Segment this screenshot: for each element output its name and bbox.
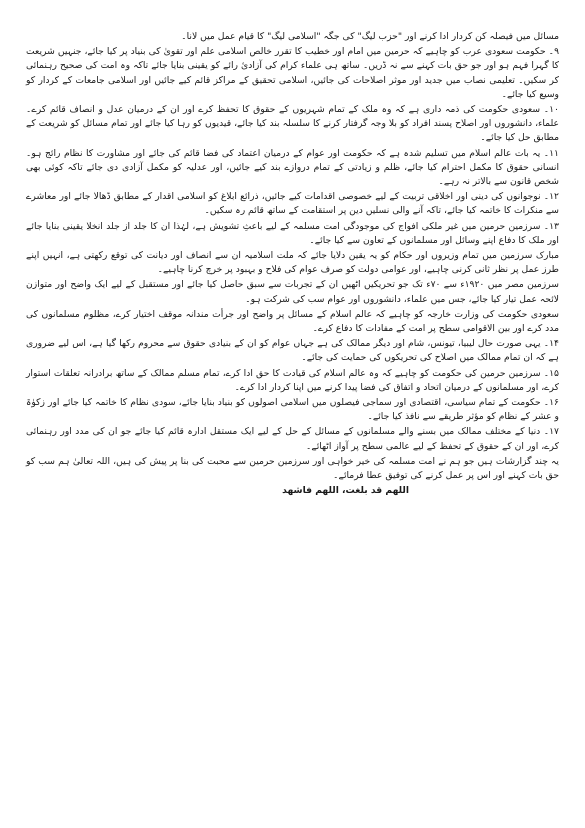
paragraph: ۱۴۔ یہی صورت حال لیبیا، تیونس، شام اور دیگر ممالک کی ہے جہاں عوام کو ان کے بنیادی حقوق سے محروم رکھا گیا ہے، اس لیے ضروری ہے کہ ان تمام ممالک میں اصلاح کی تحریکوں کی حمایت کی جائے۔ bbox=[26, 338, 559, 364]
paragraph: مبارک سرزمین میں تمام وزیروں اور حکام کو یہ یقین دلایا جائے کہ ملت اسلامیہ ان سے انصاف اور دیانت کی توقع رکھتی ہے، انہیں اپنے طرز عمل پر نظر ثانی کرنی چاہیے، اور عوامی دولت کو صرف عوام کی فلاح و بہبود پر خرچ کرنا چاہیے۔ bbox=[26, 250, 559, 276]
paragraph: ۱۰۔ سعودی حکومت کی ذمہ داری ہے کہ وہ ملک کے تمام شہریوں کے حقوق کا تحفظ کرے اور ان کے درمیان عدل و انصاف قائم کرے۔ علماء، دانشوروں اور اصلاح پسند افراد کو بلا وجہ گرفتار کرنے کا سلسلہ بند کیا جائے، قیدیوں کو رہا کیا جائے اور تمام مسائل کو شریعت کے مطابق حل کیا جائے۔ bbox=[26, 104, 559, 144]
paragraph: سرزمین مصر میں ۱۹۲۰ء سے ۷۰ء تک جو تحریکیں اٹھیں ان کے تجربات سے سبق حاصل کیا جائے اور مستقبل کے لیے ایک واضح اور متوازن لائحہ عمل تیار کیا جائے، جس میں علماء، دانشوروں اور عوام سب کی شرکت ہو۔ bbox=[26, 279, 559, 305]
paragraph: ۱۶۔ حکومت کے تمام سیاسی، اقتصادی اور سماجی فیصلوں میں اسلامی اصولوں کو بنیاد بنایا جائے، سودی نظام کا خاتمہ کیا جائے اور زکوٰۃ و عشر کے نظام کو مؤثر طریقے سے نافذ کیا جائے۔ bbox=[26, 397, 559, 423]
paragraph: مسائل میں فیصلہ کن کردار ادا کرنے اور "حزب لیگ" کی جگہ "اسلامی لیگ" کا قیام عمل میں لانا۔ bbox=[181, 31, 559, 42]
paragraph: ۱۵۔ سرزمین حرمین کی حکومت کو چاہیے کہ وہ عالم اسلام کی قیادت کا حق ادا کرے، تمام مسلم ممالک کے ساتھ برادرانہ تعلقات استوار کرے، اور مسلمانوں کے درمیان اتحاد و اتفاق کی فضا پیدا کرنے میں اپنا کردار ادا کرے۔ bbox=[26, 367, 559, 393]
paragraph: یہ چند گزارشات ہیں جو ہم نے امت مسلمہ کی خیر خواہی اور سرزمین حرمین سے محبت کی بنا پر پیش کی ہیں، اللہ تعالیٰ ہم سب کو حق بات کہنے اور اس پر عمل کرنے کی توفیق عطا فرمائے۔ bbox=[26, 455, 559, 482]
document-body bbox=[26, 30, 559, 483]
paragraph: ۹۔ حکومت سعودی عرب کو چاہیے کہ حرمین میں امام اور خطیب کا تقرر خالص اسلامی علم اور تقویٰ کی بنیاد پر کیا جائے، جنہیں شریعت کا گہرا فہم ہو اور جو حق بات کہنے سے نہ ڈریں۔ ساتھ ہی علماء کرام کی آزادیٔ رائے کو یقینی بنایا جائے تاکہ وہ امت کی صحیح رہنمائی کر سکیں۔ تعلیمی نصاب میں جدید اور موثر اصلاحات کی جائیں، اسلامی تحقیق کے مراکز قائم کیے جائیں اور اسلامی جامعات کے کردار کو وسیع کیا جائے۔ bbox=[26, 46, 559, 100]
paragraph: ۱۲۔ نوجوانوں کی دینی اور اخلاقی تربیت کے لیے خصوصی اقدامات کیے جائیں، ذرائع ابلاغ کو اسلامی اقدار کے مطابق ڈھالا جائے اور معاشرے سے منکرات کا خاتمہ کیا جائے، تاکہ آنے والی نسلیں دین پر استقامت کے ساتھ قائم رہ سکیں۔ bbox=[26, 191, 559, 217]
paragraph: ۱۳۔ سرزمین حرمین میں غیر ملکی افواج کی موجودگی امت مسلمہ کے لیے باعثِ تشویش ہے، لہٰذا ان کا جلد از جلد انخلا یقینی بنایا جائے اور ملک کا دفاع اپنے وسائل اور مسلمانوں کے تعاون سے کیا جائے۔ bbox=[26, 220, 559, 246]
closing-prayer: اللھم قد بلغت، اللھم فاشھد bbox=[282, 485, 409, 497]
paragraph: ۱۱۔ یہ بات عالم اسلام میں تسلیم شدہ ہے کہ حکومت اور عوام کے درمیان اعتماد کی فضا قائم کی جائے اور مشاورت کا نظام رائج ہو۔ انسانی حقوق کا مکمل احترام کیا جائے، ظلم و زیادتی کے تمام دروازے بند کیے جائیں، اور عدلیہ کو مکمل آزادی دی جائے تاکہ کوئی بھی شخص قانون سے بالاتر نہ رہے۔ bbox=[26, 147, 559, 188]
paragraph: ۱۷۔ دنیا کے مختلف ممالک میں بسنے والے مسلمانوں کے مسائل کے حل کے لیے ایک مستقل ادارہ قائم کیا جائے جو ان کی مدد اور رہنمائی کرے، اور ان کے حقوق کے تحفظ کے لیے عالمی سطح پر آواز اٹھائے۔ bbox=[26, 426, 559, 452]
paragraph: سعودی حکومت کی وزارت خارجہ کو چاہیے کہ عالم اسلام کے مسائل پر واضح اور جرأت مندانہ موقف اختیار کرے، مظلوم مسلمانوں کی مدد کرے اور بین الاقوامی سطح پر امت کے مفادات کا دفاع کرے۔ bbox=[26, 308, 559, 335]
